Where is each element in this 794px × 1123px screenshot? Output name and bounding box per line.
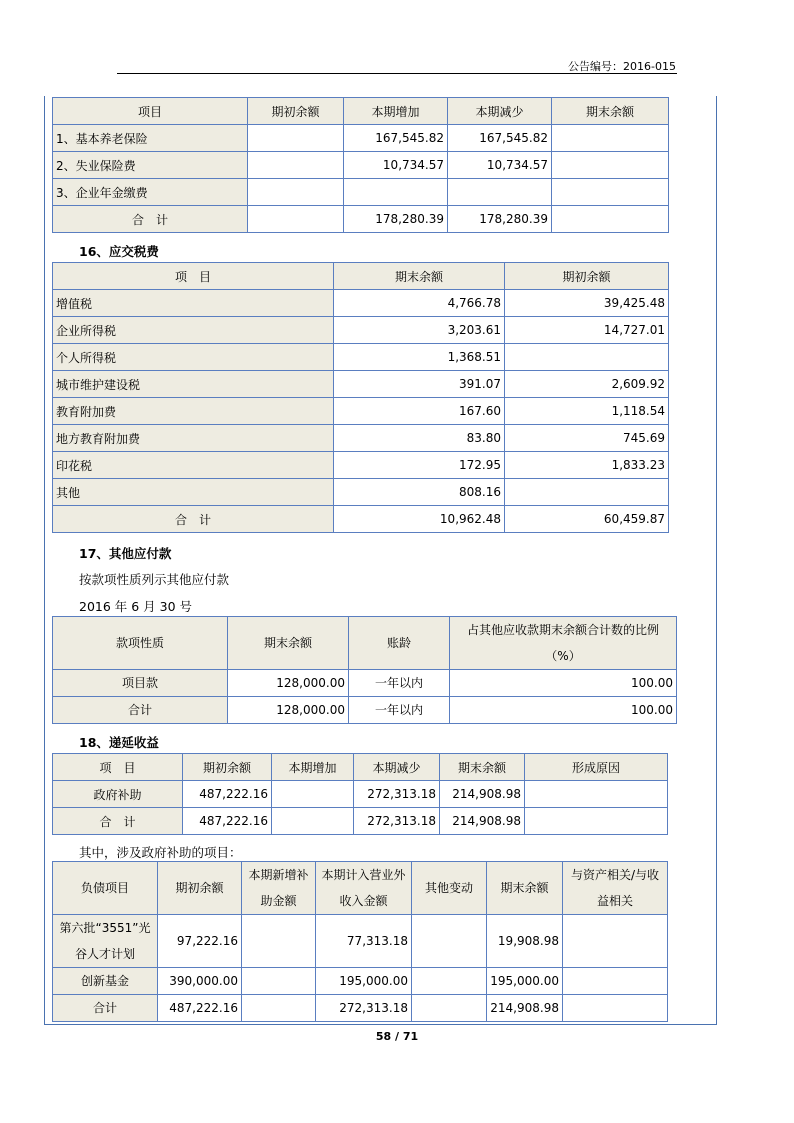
section-18-title: 18、递延收益 [79,735,159,750]
table-row [53,125,669,152]
cell: 1,368.51 [334,344,505,371]
header-cell: 本期增加 [272,754,354,781]
table-row [53,968,668,995]
cell: 487,222.16 [183,808,272,835]
header-cell: 项目 [53,98,248,125]
cell [563,968,668,995]
cell [552,152,669,179]
row-label: 合计 [53,697,228,724]
cell [552,125,669,152]
cell: 39,425.48 [505,290,669,317]
pension-table [52,97,669,233]
deferred-income-table [52,753,668,835]
header-cell: 本期减少 [448,98,552,125]
row-label: 城市维护建设税 [53,371,334,398]
cell: 272,313.18 [354,781,440,808]
table-row [53,371,669,398]
table-row [53,452,669,479]
section-17-subtitle: 按款项性质列示其他应付款 [79,572,230,587]
header-cell: 账龄 [349,617,450,670]
cell [552,179,669,206]
header-cell: 形成原因 [525,754,668,781]
row-label: 3、企业年金缴费 [53,179,248,206]
payable-table [52,616,677,724]
cell [272,781,354,808]
header-cell: 期初余额 [183,754,272,781]
cell: 77,313.18 [316,915,412,968]
header-cell: 本期新增补助金额 [242,862,316,915]
row-label: 合 计 [53,808,183,835]
header-cell: 款项性质 [53,617,228,670]
header-cell: 期末余额 [487,862,563,915]
cell [525,781,668,808]
section-16-title: 16、应交税费 [79,244,159,259]
header-cell: 与资产相关/与收益相关 [563,862,668,915]
table-row [53,781,668,808]
cell [552,206,669,233]
cell [242,915,316,968]
table-row [53,479,669,506]
header-cell: 项 目 [53,263,334,290]
table-header-row [53,754,668,781]
cell: 178,280.39 [448,206,552,233]
table-header-row [53,617,677,670]
cell: 214,908.98 [440,808,525,835]
table-total-row [53,206,669,233]
header-cell: 本期减少 [354,754,440,781]
table-row [53,152,669,179]
header-rule [117,73,677,74]
cell [505,479,669,506]
section-17-date: 2016 年 6 月 30 号 [79,599,193,614]
cell [248,152,344,179]
row-label: 创新基金 [53,968,158,995]
cell [248,206,344,233]
row-label: 1、基本养老保险 [53,125,248,152]
header-cell: 本期增加 [344,98,448,125]
cell: 487,222.16 [183,781,272,808]
row-label: 企业所得税 [53,317,334,344]
row-label: 合 计 [53,506,334,533]
table-row [53,344,669,371]
row-label: 合 计 [53,206,248,233]
cell: 128,000.00 [228,670,349,697]
subsidy-note: 其中，涉及政府补助的项目： [79,845,242,860]
header-cell: 期初余额 [158,862,242,915]
cell [505,344,669,371]
cell: 10,734.57 [344,152,448,179]
table-row [53,290,669,317]
cell: 272,313.18 [316,995,412,1022]
cell: 195,000.00 [487,968,563,995]
cell: 3,203.61 [334,317,505,344]
table-header-row [53,862,668,915]
table-row [53,179,669,206]
cell: 167,545.82 [344,125,448,152]
cell: 100.00 [450,697,677,724]
table-header-row [53,98,669,125]
cell [563,915,668,968]
cell: 100.00 [450,670,677,697]
cell: 391.07 [334,371,505,398]
table-row [53,915,668,968]
table-row [53,670,677,697]
row-label: 个人所得税 [53,344,334,371]
table-total-row [53,697,677,724]
cell: 745.69 [505,425,669,452]
cell: 1,118.54 [505,398,669,425]
row-label: 教育附加费 [53,398,334,425]
header-cell: 期初余额 [248,98,344,125]
cell: 487,222.16 [158,995,242,1022]
cell: 60,459.87 [505,506,669,533]
cell: 4,766.78 [334,290,505,317]
cell: 83.80 [334,425,505,452]
header-cell: 期末余额 [228,617,349,670]
table-row [53,398,669,425]
row-label: 合计 [53,995,158,1022]
cell [344,179,448,206]
header-cell: 项 目 [53,754,183,781]
cell [242,995,316,1022]
header-cell: 期初余额 [505,263,669,290]
table-row [53,317,669,344]
cell: 214,908.98 [440,781,525,808]
row-label: 印花税 [53,452,334,479]
cell: 172.95 [334,452,505,479]
cell: 10,962.48 [334,506,505,533]
header-cell: 占其他应收款期末余额合计数的比例（%） [450,617,677,670]
row-label: 项目款 [53,670,228,697]
row-label: 政府补助 [53,781,183,808]
cell: 195,000.00 [316,968,412,995]
page-number: 58 / 71 [375,1030,419,1043]
cell [242,968,316,995]
header-cell: 其他变动 [412,862,487,915]
cell: 19,908.98 [487,915,563,968]
cell [412,968,487,995]
announcement-number: 公告编号：2016-015 [568,60,676,73]
header-cell: 期末余额 [552,98,669,125]
cell: 14,727.01 [505,317,669,344]
cell: 97,222.16 [158,915,242,968]
table-total-row [53,808,668,835]
cell: 167,545.82 [448,125,552,152]
row-label: 第六批“3551”光谷人才计划 [53,915,158,968]
header-cell: 期末余额 [334,263,505,290]
table-row [53,425,669,452]
cell: 一年以内 [349,670,450,697]
cell [525,808,668,835]
cell: 167.60 [334,398,505,425]
table-total-row [53,506,669,533]
cell: 808.16 [334,479,505,506]
cell: 一年以内 [349,697,450,724]
cell: 214,908.98 [487,995,563,1022]
cell: 2,609.92 [505,371,669,398]
cell [412,915,487,968]
subsidy-table [52,861,668,1022]
header-cell: 本期计入营业外收入金额 [316,862,412,915]
cell [248,125,344,152]
tax-table [52,262,669,533]
table-total-row [53,995,668,1022]
cell [563,995,668,1022]
cell: 390,000.00 [158,968,242,995]
cell: 10,734.57 [448,152,552,179]
header-cell: 负债项目 [53,862,158,915]
row-label: 其他 [53,479,334,506]
cell [412,995,487,1022]
cell: 178,280.39 [344,206,448,233]
header-cell: 期末余额 [440,754,525,781]
row-label: 地方教育附加费 [53,425,334,452]
table-header-row [53,263,669,290]
row-label: 增值税 [53,290,334,317]
cell [272,808,354,835]
section-17-title: 17、其他应付款 [79,546,172,561]
cell [448,179,552,206]
row-label: 2、失业保险费 [53,152,248,179]
cell: 1,833.23 [505,452,669,479]
cell: 272,313.18 [354,808,440,835]
cell: 128,000.00 [228,697,349,724]
cell [248,179,344,206]
